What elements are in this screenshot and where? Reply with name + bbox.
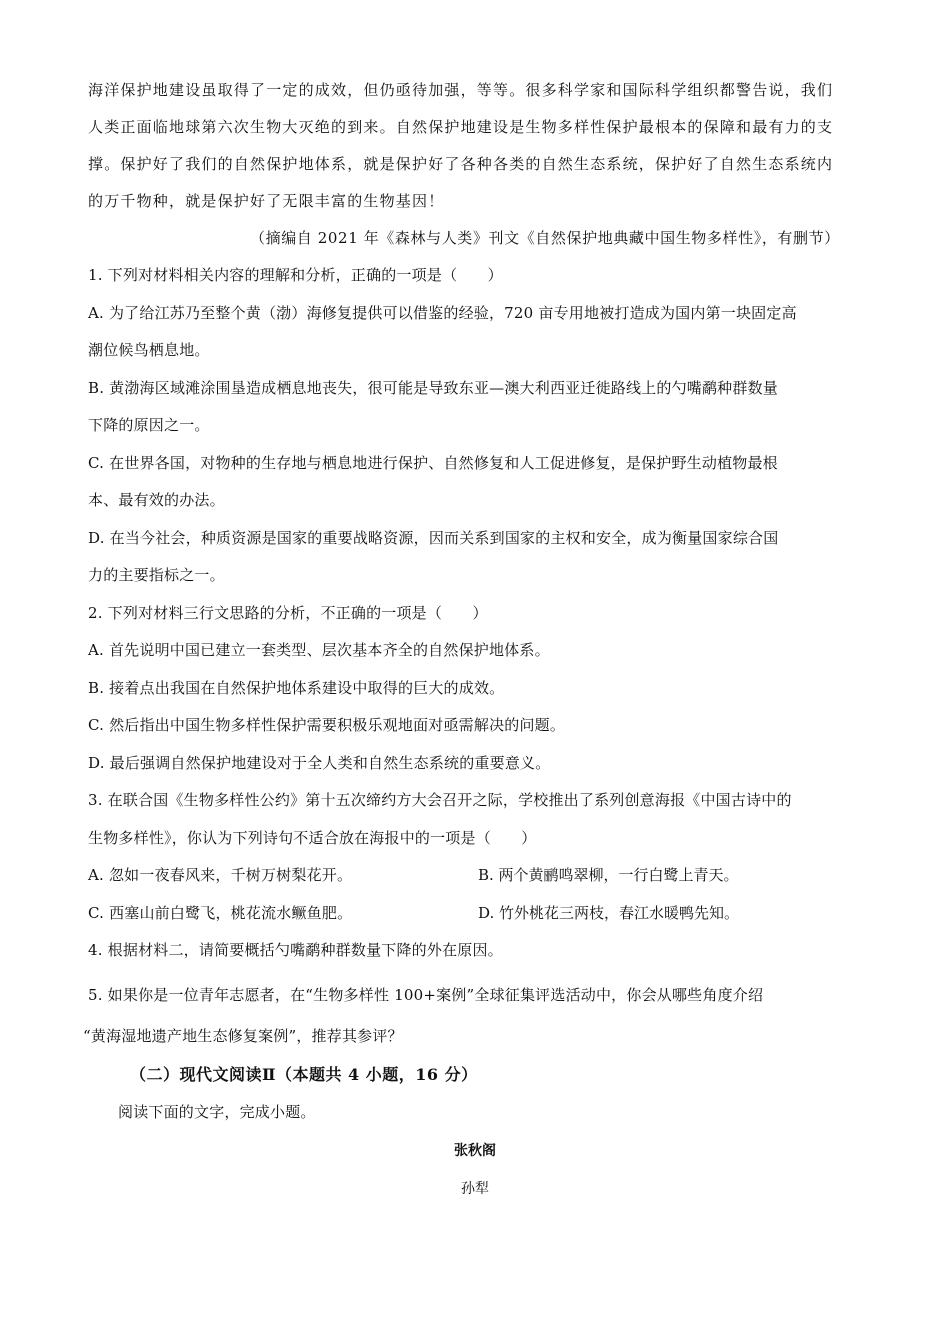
passage-line-2: 人类正面临地球第六次生物大灭绝的到来。自然保护地建设是生物多样性保护最根本的保障和最有力的支 [88,118,834,136]
passage-line-4: 的万千物种，就是保护好了无限丰富的生物基因！ [88,192,445,210]
question-2-option-d: D. 最后强调自然保护地建设对于全人类和自然生态系统的重要意义。 [88,754,551,772]
question-3-stem-line-2: 生物多样性》，你认为下列诗句不适合放在海报中的一项是（ ） [88,829,537,847]
story-title: 张秋阁 [454,1143,496,1159]
question-2-option-b: B. 接着点出我国在自然保护地体系建设中取得的巨大的成效。 [88,679,505,697]
question-3-option-a: A. 忽如一夜春风来，千树万树梨花开。 [88,866,353,884]
question-1-option-d-line-1: D. 在当今社会，种质资源是国家的重要战略资源，因而关系到国家的主权和安全，成为衡量国家综合国 [88,529,779,547]
question-2-option-a: A. 首先说明中国已建立一套类型、层次基本齐全的自然保护地体系。 [88,641,550,659]
question-1-stem: 1. 下列对材料相关内容的理解和分析，正确的一项是（ ） [88,266,503,284]
question-2-stem: 2. 下列对材料三行文思路的分析，不正确的一项是（ ） [88,604,488,622]
section-instruction: 阅读下面的文字，完成小题。 [118,1103,316,1121]
question-5-stem-line-1: 5. 如果你是一位青年志愿者，在“生物多样性 100+案例”全球征集评选活动中，你会从哪些角度介绍 [88,986,764,1004]
question-1-option-a-line-1: A. 为了给江苏乃至整个黄（渤）海修复提供可以借鉴的经验，720 亩专用地被打造成为国内第一块固定高 [88,304,797,322]
question-1-option-a-line-2: 潮位候鸟栖息地。 [88,341,210,359]
question-1-option-c-line-1: C. 在世界各国，对物种的生存地与栖息地进行保护、自然修复和人工促进修复，是保护野生动植物最根 [88,454,778,472]
question-3-stem-line-1: 3. 在联合国《生物多样性公约》第十五次缔约方大会召开之际，学校推出了系列创意海报《中国古诗中的 [88,791,792,809]
question-3-option-b: B. 两个黄鹂鸣翠柳，一行白鹭上青天。 [478,866,739,884]
question-1-option-b-line-1: B. 黄渤海区域滩涂围垦造成栖息地丧失，很可能是导致东亚—澳大利西亚迁徙路线上的勺嘴鹬种群数量 [88,379,778,397]
passage-source: （摘编自 2021 年《森林与人类》刊文《自然保护地典藏中国生物多样性》，有删节） [250,229,840,247]
question-5-stem-line-2: “黄海湿地遗产地生态修复案例”，推荐其参评？ [83,1027,403,1045]
question-3-option-c: C. 西塞山前白鹭飞，桃花流水鳜鱼肥。 [88,904,353,922]
question-3-option-d: D. 竹外桃花三两枝，春江水暖鸭先知。 [478,904,740,922]
question-1-option-b-line-2: 下降的原因之一。 [88,416,210,434]
section-heading: （二）现代文阅读Ⅱ（本题共 4 小题，16 分） [130,1065,478,1084]
question-1-option-d-line-2: 力的主要指标之一。 [88,566,225,584]
passage-line-1: 海洋保护地建设虽取得了一定的成效，但仍亟待加强，等等。很多科学家和国际科学组织都警告说，我们 [88,81,834,99]
question-1-option-c-line-2: 本、最有效的办法。 [88,491,225,509]
passage-line-3: 撑。保护好了我们的自然保护地体系，就是保护好了各种各类的自然生态系统，保护好了自然生态系统内 [88,155,834,173]
story-author: 孙犁 [461,1181,489,1197]
question-2-option-c: C. 然后指出中国生物多样性保护需要积极乐观地面对亟需解决的问题。 [88,716,566,734]
question-4-stem: 4. 根据材料二，请简要概括勺嘴鹬种群数量下降的外在原因。 [88,941,503,959]
